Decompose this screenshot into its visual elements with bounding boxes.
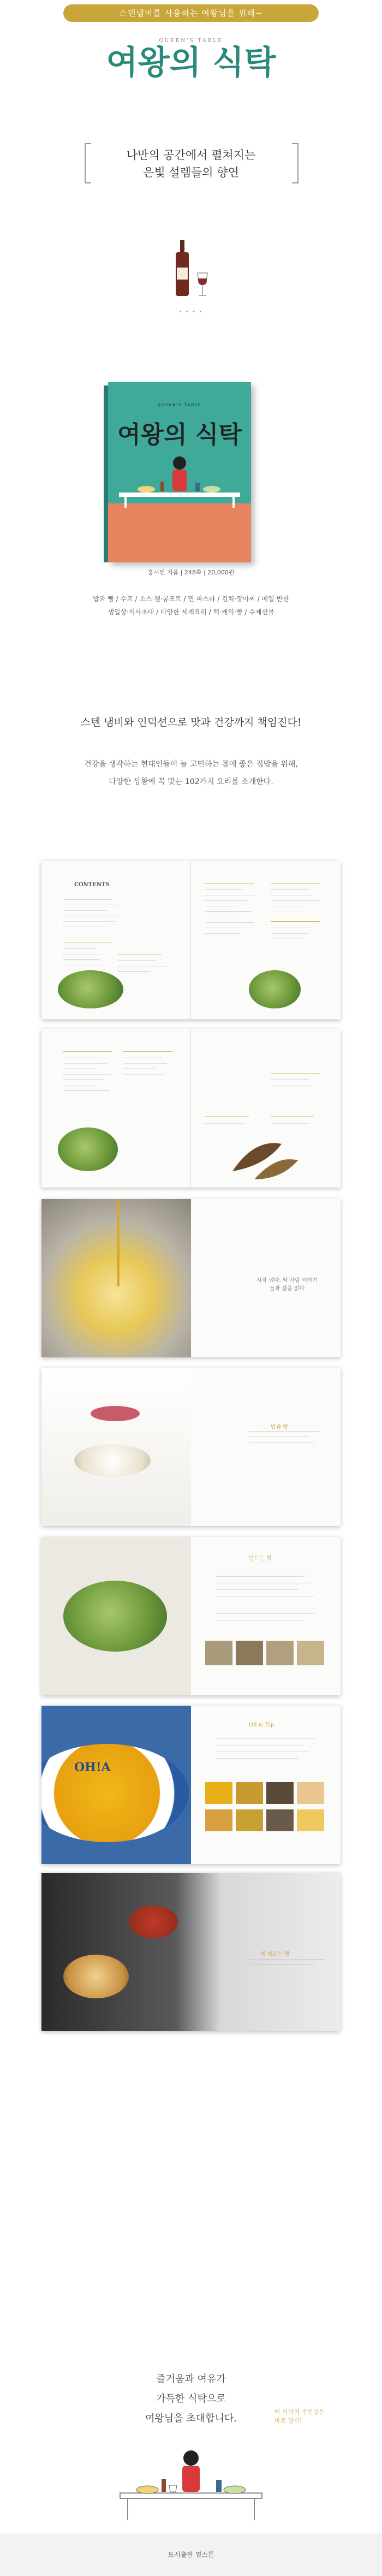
logo-title: 여왕의 식탁 [106, 44, 276, 82]
page-text: 시작 되다. 딱 사람 이야기들과 삶을 읽다 [256, 1278, 318, 1292]
closing-line2: 가득한 식탁으로 [156, 2393, 226, 2405]
description [0, 756, 382, 791]
tagline-line2: 은빛 설렘들의 향연 [143, 166, 239, 179]
wine-illustration [174, 240, 212, 300]
tip-heading: Oil & Tip [249, 1722, 274, 1728]
plate-text: OH!A [74, 1760, 111, 1774]
contents-title: CONTENTS [74, 882, 110, 888]
category-list [0, 592, 382, 619]
cover-subtitle: QUEEN'S TABLE [157, 403, 202, 407]
closing-line3: 여왕님을 초대합니다. [145, 2413, 237, 2424]
book-info: 홍시연 지음 | 248쪽 | 20,000원 [147, 569, 235, 576]
spread-rice-intro [41, 1368, 341, 1526]
side-note-line1: 이 식탁의 주인공은 [274, 2408, 325, 2415]
blurred-bowl-photo [74, 1444, 151, 1477]
table-illustration [109, 2446, 273, 2522]
cover-illustration [108, 453, 251, 508]
publisher-name: 도서출판 열스톤 [168, 2551, 214, 2559]
dish-photo [58, 970, 123, 1008]
red-pot-photo [129, 1906, 178, 1938]
category-line1: 밥과 빵 / 수프 / 소스·잼·콩포트 / 면 파스타 / 김치·장아찌 / 메일 반찬 [93, 595, 289, 603]
bread-photo [63, 1955, 129, 1998]
berry-bowl-photo [91, 1406, 140, 1421]
spread-oil [41, 1199, 341, 1357]
cover-title: 여왕의 식탁 [117, 421, 242, 449]
spread-contents-2 [41, 1029, 341, 1188]
tagline [93, 146, 289, 181]
spread-rice-recipe [41, 1537, 341, 1695]
cover-bottom-panel [108, 503, 251, 562]
rice-dish-photo [63, 1581, 167, 1652]
section-title: 밥과 빵 [271, 1424, 289, 1431]
left-bracket [85, 143, 91, 183]
side-note [274, 2408, 325, 2425]
footer [0, 2533, 382, 2576]
herb-photo [249, 970, 301, 1008]
spread-gutter [190, 861, 191, 1019]
dried-leaves-photo [222, 1127, 303, 1182]
spread-bread [41, 1873, 341, 2031]
oil-photo [41, 1199, 191, 1357]
spread-contents [41, 861, 341, 1019]
side-note-line2: 바로 당신! [274, 2417, 302, 2424]
recipe-heading: 만드는 법 [249, 1556, 272, 1562]
top-banner: 스텐냄비를 사용하는 여왕님을 위해~ [63, 4, 319, 22]
oil-stream [117, 1199, 120, 1286]
spread-yellow-dish [41, 1706, 341, 1864]
closing-line1: 즐거움과 여유가 [156, 2373, 226, 2385]
description-line2: 다양한 상황에 꼭 맞는 102가지 요리를 소개한다. [109, 777, 273, 786]
logo-subtitle: QUEEN'S TABLE [159, 38, 223, 44]
bread-title: 제 재료는 빵 [260, 1951, 290, 1957]
salad-photo [58, 1127, 118, 1171]
category-line2: 생일상·식사초대 / 다양한 세계요리 / 떡·케익·빵 / 수제선물 [108, 608, 274, 616]
separator-dots: • • • • [179, 310, 203, 315]
tagline-line1: 나만의 공간에서 펼쳐지는 [126, 149, 256, 162]
description-line1: 건강을 생각하는 현대인들이 늘 고민하는 몸에 좋은 집밥을 위해, [84, 760, 298, 769]
headline: 스텐 냄비와 인덕션으로 맛과 건강까지 책임진다! [80, 716, 302, 728]
right-bracket [292, 143, 299, 183]
